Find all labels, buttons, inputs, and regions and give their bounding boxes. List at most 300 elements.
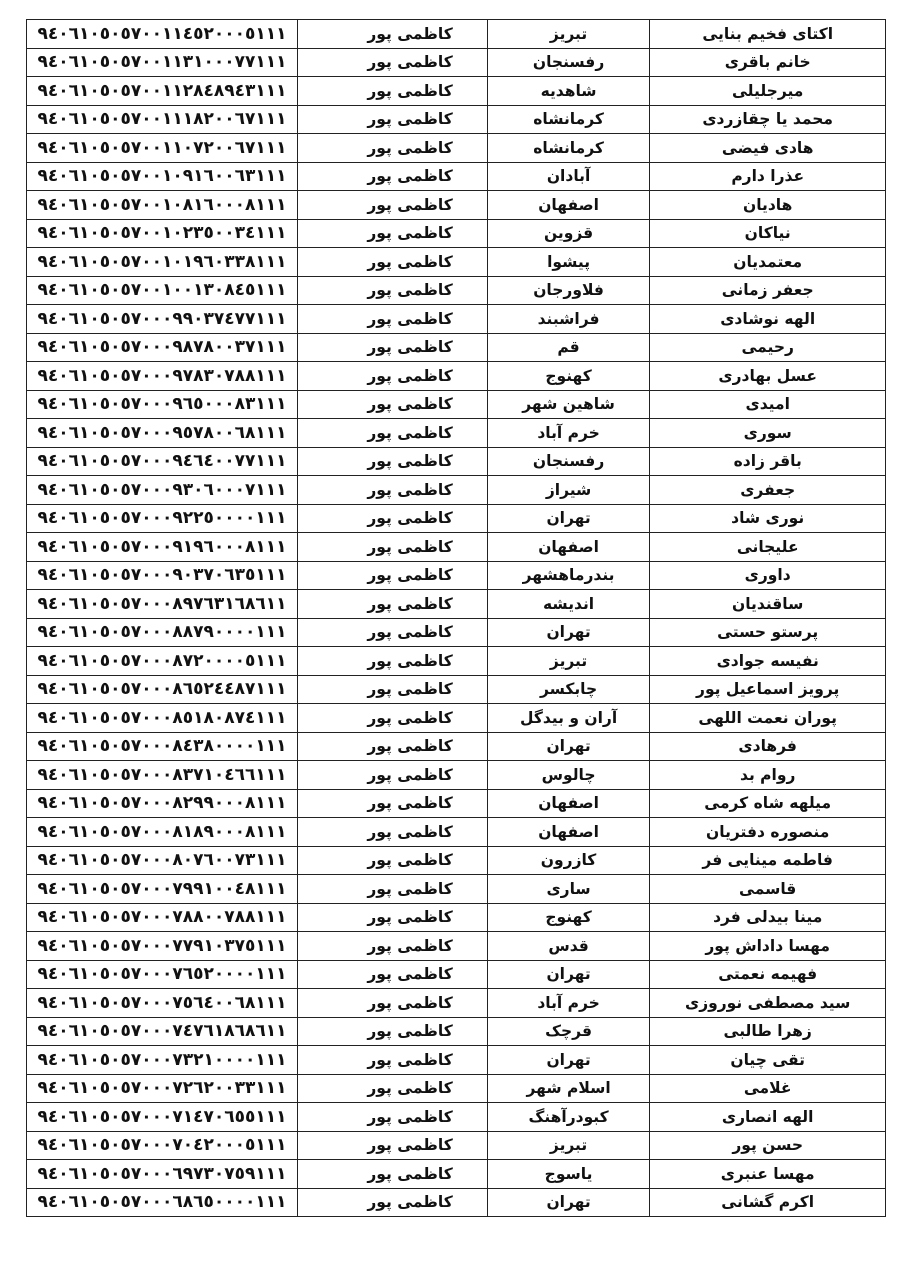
code-cell-text: ٩٤٠٦١٠٥٠٥٧٠٠٠٨٥١٨٠٨٧٤١١١ — [37, 707, 287, 728]
table-row — [27, 989, 886, 1018]
name-cell — [650, 818, 886, 847]
name-cell-text: فهیمه نعمتی — [718, 965, 818, 984]
name-cell — [650, 447, 886, 476]
surname-cell — [298, 590, 488, 619]
surname-cell-text: کاظمی پور — [367, 765, 453, 784]
table-row — [27, 704, 886, 733]
code-cell — [27, 504, 298, 533]
name-cell-text: هادی فیضی — [721, 138, 814, 157]
city-cell-text: تهران — [546, 965, 591, 984]
surname-cell — [298, 504, 488, 533]
city-cell-text: خرم آباد — [537, 993, 600, 1012]
code-cell-text: ٩٤٠٦١٠٥٠٥٧٠٠٠٩٢٢٥٠٠٠٠١١١ — [37, 508, 287, 529]
name-cell-text: ساقندیان — [732, 594, 804, 613]
city-cell-text: خرم آباد — [537, 423, 600, 442]
surname-cell-text: کاظمی پور — [367, 1136, 453, 1155]
name-cell-text: عذرا دارم — [731, 167, 805, 186]
code-cell — [27, 134, 298, 163]
name-cell-text: مینا بیدلی فرد — [713, 908, 823, 927]
code-cell-text: ٩٤٠٦١٠٥٠٥٧٠٠١٠٩١٦٠٠٦٣١١١ — [37, 166, 287, 187]
surname-cell — [298, 305, 488, 334]
table-row — [27, 419, 886, 448]
code-cell — [27, 989, 298, 1018]
code-cell — [27, 1188, 298, 1217]
surname-cell — [298, 134, 488, 163]
code-cell-text: ٩٤٠٦١٠٥٠٥٧٠٠٠٦٩٧٣٠٧٥٩١١١ — [37, 1163, 287, 1184]
city-cell-text: تهران — [546, 623, 591, 642]
city-cell — [487, 162, 650, 191]
table-row — [27, 105, 886, 134]
code-cell-text: ٩٤٠٦١٠٥٠٥٧٠٠٠٩١٩٦٠٠٠٨١١١ — [37, 536, 287, 557]
table-row — [27, 248, 886, 277]
code-cell — [27, 1160, 298, 1189]
city-cell — [487, 419, 650, 448]
surname-cell — [298, 989, 488, 1018]
code-cell-text: ٩٤٠٦١٠٥٠٥٧٠٠٠٧٨٨٠٠٧٨٨١١١ — [37, 907, 287, 928]
code-cell-text: ٩٤٠٦١٠٥٠٥٧٠٠١٠٠١٣٠٨٤٥١١١ — [37, 280, 287, 301]
code-cell-text: ٩٤٠٦١٠٥٠٥٧٠٠٠٨١٨٩٠٠٠٨١١١ — [37, 821, 287, 842]
surname-cell — [298, 1046, 488, 1075]
name-cell — [650, 1188, 886, 1217]
code-cell-text: ٩٤٠٦١٠٥٠٥٧٠٠٠٧٣٢١٠٠٠٠١١١ — [37, 1049, 287, 1070]
name-cell — [650, 504, 886, 533]
code-cell-text: ٩٤٠٦١٠٥٠٥٧٠٠٠٧٤٧٦١٨٦٨٦١١ — [37, 1021, 287, 1042]
name-cell-text: فاطمه مینایی فر — [702, 851, 833, 870]
table-row — [27, 875, 886, 904]
table-row — [27, 1103, 886, 1132]
name-cell-text: پرستو حستی — [717, 623, 819, 642]
code-cell — [27, 1103, 298, 1132]
surname-cell-text: کاظمی پور — [367, 965, 453, 984]
code-cell — [27, 1131, 298, 1160]
city-cell — [487, 903, 650, 932]
table-row — [27, 134, 886, 163]
city-cell-text: آران و بیدگل — [519, 708, 618, 727]
name-cell — [650, 1074, 886, 1103]
code-cell-text: ٩٤٠٦١٠٥٠٥٧٠٠١٠٨١٦٠٠٠٨١١١ — [37, 194, 287, 215]
city-cell-text: شیراز — [545, 480, 592, 499]
name-cell-text: پوران نعمت اللهی — [698, 708, 837, 727]
city-cell — [487, 362, 650, 391]
surname-cell — [298, 390, 488, 419]
surname-cell-text: کاظمی پور — [367, 1050, 453, 1069]
surname-cell — [298, 761, 488, 790]
name-cell — [650, 77, 886, 106]
surname-cell-text: کاظمی پور — [367, 252, 453, 271]
city-cell-text: فلاورجان — [533, 281, 604, 300]
table-row — [27, 504, 886, 533]
surname-cell-text: کاظمی پور — [367, 452, 453, 471]
surname-cell — [298, 20, 488, 49]
city-cell-text: چابکسر — [539, 680, 598, 699]
table-row — [27, 1160, 886, 1189]
code-cell — [27, 162, 298, 191]
table-row — [27, 305, 886, 334]
name-cell — [650, 932, 886, 961]
code-cell — [27, 419, 298, 448]
name-cell — [650, 162, 886, 191]
code-cell-text: ٩٤٠٦١٠٥٠٥٧٠٠٠٧٩٩١٠٠٤٨١١١ — [37, 878, 287, 899]
table-row — [27, 561, 886, 590]
surname-cell-text: کاظمی پور — [367, 1022, 453, 1041]
name-cell-text: منصوره دفتریان — [706, 822, 830, 841]
code-cell-text: ٩٤٠٦١٠٥٠٥٧٠٠٠٩٣٠٦٠٠٠٧١١١ — [37, 479, 287, 500]
code-cell-text: ٩٤٠٦١٠٥٠٥٧٠٠٠٦٨٦٥٠٠٠٠١١١ — [37, 1192, 287, 1213]
code-cell — [27, 932, 298, 961]
surname-cell — [298, 362, 488, 391]
code-cell — [27, 533, 298, 562]
city-cell — [487, 1131, 650, 1160]
code-cell-text: ٩٤٠٦١٠٥٠٥٧٠٠٠٨٩٧٦٣١٦٨٦١١ — [37, 593, 287, 614]
surname-cell-text: کاظمی پور — [367, 195, 453, 214]
surname-cell — [298, 162, 488, 191]
code-cell — [27, 191, 298, 220]
surname-cell — [298, 960, 488, 989]
name-cell-text: الهه انصاری — [721, 1107, 814, 1126]
name-cell — [650, 960, 886, 989]
code-cell-text: ٩٤٠٦١٠٥٠٥٧٠٠٠٩٤٦٤٠٠٧٧١١١ — [37, 451, 287, 472]
city-cell — [487, 77, 650, 106]
name-cell — [650, 989, 886, 1018]
code-cell — [27, 647, 298, 676]
city-cell-text: ساری — [546, 879, 591, 898]
name-cell-text: زهرا طالبی — [723, 1022, 812, 1041]
name-cell — [650, 248, 886, 277]
city-cell-text: قزوین — [543, 224, 594, 243]
name-cell — [650, 1017, 886, 1046]
code-cell — [27, 818, 298, 847]
name-cell-text: تقی چیان — [730, 1050, 805, 1069]
surname-cell-text: کاظمی پور — [367, 537, 453, 556]
name-cell-text: رحیمی — [741, 338, 794, 357]
city-cell-text: قم — [557, 338, 580, 357]
code-cell — [27, 20, 298, 49]
name-cell-text: روام بد — [739, 765, 796, 784]
city-cell-text: فراشبند — [537, 309, 600, 328]
surname-cell — [298, 903, 488, 932]
code-cell — [27, 675, 298, 704]
code-cell-text: ٩٤٠٦١٠٥٠٥٧٠٠٠٨٧٢٠٠٠٠٥١١١ — [37, 650, 287, 671]
code-cell — [27, 1046, 298, 1075]
code-cell-text: ٩٤٠٦١٠٥٠٥٧٠٠٠٧٦٥٢٠٠٠٠١١١ — [37, 964, 287, 985]
code-cell-text: ٩٤٠٦١٠٥٠٥٧٠٠٠٨٤٣٨٠٠٠٠١١١ — [37, 736, 287, 757]
code-cell — [27, 248, 298, 277]
name-cell-text: قاسمی — [739, 879, 797, 898]
city-cell — [487, 789, 650, 818]
surname-cell-text: کاظمی پور — [367, 1193, 453, 1212]
surname-cell — [298, 1074, 488, 1103]
city-cell — [487, 48, 650, 77]
surname-cell-text: کاظمی پور — [367, 993, 453, 1012]
code-cell — [27, 362, 298, 391]
name-cell-text: اکتای فخیم بنایی — [702, 24, 834, 43]
surname-cell-text: کاظمی پور — [367, 908, 453, 927]
code-cell — [27, 618, 298, 647]
surname-cell-text: کاظمی پور — [367, 138, 453, 157]
city-cell-text: تبریز — [549, 24, 588, 43]
name-cell-text: باقر زاده — [733, 452, 802, 471]
city-cell — [487, 732, 650, 761]
table-row — [27, 276, 886, 305]
surname-cell-text: کاظمی پور — [367, 1079, 453, 1098]
surname-cell — [298, 647, 488, 676]
code-cell-text: ٩٤٠٦١٠٥٠٥٧٠٠٠٧١٤٧٠٦٥٥١١١ — [37, 1106, 287, 1127]
name-cell-text: خانم باقری — [724, 53, 811, 72]
name-cell-text: میلهه شاه کرمی — [704, 794, 832, 813]
city-cell — [487, 875, 650, 904]
name-cell — [650, 1131, 886, 1160]
name-cell — [650, 1103, 886, 1132]
name-cell — [650, 362, 886, 391]
surname-cell-text: کاظمی پور — [367, 936, 453, 955]
city-cell — [487, 533, 650, 562]
table-row — [27, 20, 886, 49]
code-cell — [27, 761, 298, 790]
table-row — [27, 162, 886, 191]
code-cell-text: ٩٤٠٦١٠٥٠٥٧٠٠٠٨٣٧١٠٤٦٦١١١ — [37, 764, 287, 785]
surname-cell — [298, 789, 488, 818]
code-cell — [27, 1074, 298, 1103]
name-cell — [650, 305, 886, 334]
surname-cell-text: کاظمی پور — [367, 281, 453, 300]
city-cell-text: اصفهان — [538, 794, 599, 813]
surname-cell — [298, 932, 488, 961]
city-cell-text: شاهین شهر — [522, 395, 615, 414]
city-cell-text: تهران — [546, 737, 591, 756]
records-body — [27, 20, 886, 1217]
name-cell — [650, 1046, 886, 1075]
surname-cell-text: کاظمی پور — [367, 1107, 453, 1126]
city-cell — [487, 276, 650, 305]
name-cell — [650, 675, 886, 704]
city-cell-text: تهران — [546, 1193, 591, 1212]
table-row — [27, 960, 886, 989]
code-cell-text: ٩٤٠٦١٠٥٠٥٧٠٠٠٧٧٩١٠٣٧٥١١١ — [37, 935, 287, 956]
city-cell-text: اصفهان — [538, 537, 599, 556]
surname-cell-text: کاظمی پور — [367, 53, 453, 72]
city-cell — [487, 846, 650, 875]
city-cell-text: تهران — [546, 1050, 591, 1069]
name-cell — [650, 419, 886, 448]
code-cell — [27, 789, 298, 818]
surname-cell — [298, 618, 488, 647]
city-cell — [487, 504, 650, 533]
city-cell — [487, 1160, 650, 1189]
code-cell-text: ٩٤٠٦١٠٥٠٥٧٠٠٠٩٧٨٣٠٧٨٨١١١ — [37, 365, 287, 386]
name-cell — [650, 20, 886, 49]
table-row — [27, 647, 886, 676]
code-cell-text: ٩٤٠٦١٠٥٠٥٧٠٠١١٢٨٤٨٩٤٣١١١ — [37, 80, 287, 101]
code-cell-text: ٩٤٠٦١٠٥٠٥٧٠٠١٠١٩٦٠٣٣٨١١١ — [37, 251, 287, 272]
surname-cell-text: کاظمی پور — [367, 509, 453, 528]
name-cell-text: پرویز اسماعیل پور — [696, 680, 840, 699]
city-cell-text: اسلام شهر — [526, 1079, 611, 1098]
name-cell-text: علیجانی — [736, 537, 799, 556]
code-cell-text: ٩٤٠٦١٠٥٠٥٧٠٠٠٨٠٧٦٠٠٧٣١١١ — [37, 850, 287, 871]
code-cell — [27, 447, 298, 476]
code-cell — [27, 219, 298, 248]
surname-cell — [298, 1017, 488, 1046]
surname-cell-text: کاظمی پور — [367, 594, 453, 613]
code-cell-text: ٩٤٠٦١٠٥٠٥٧٠٠٠٨٢٩٩٠٠٠٨١١١ — [37, 793, 287, 814]
city-cell — [487, 191, 650, 220]
surname-cell — [298, 1188, 488, 1217]
table-row — [27, 818, 886, 847]
surname-cell — [298, 732, 488, 761]
surname-cell — [298, 77, 488, 106]
surname-cell — [298, 276, 488, 305]
code-cell-text: ٩٤٠٦١٠٥٠٥٧٠٠١١٤٥٢٠٠٠٥١١١ — [37, 23, 287, 44]
surname-cell-text: کاظمی پور — [367, 395, 453, 414]
code-cell — [27, 77, 298, 106]
city-cell-text: کرمانشاه — [533, 110, 604, 129]
name-cell — [650, 875, 886, 904]
city-cell-text: یاسوج — [544, 1164, 593, 1183]
name-cell-text: معتمدیان — [733, 252, 803, 271]
code-cell — [27, 590, 298, 619]
name-cell-text: الهه نوشادی — [720, 309, 816, 328]
code-cell-text: ٩٤٠٦١٠٥٠٥٧٠٠٠٨٦٥٢٤٤٨٧١١١ — [37, 679, 287, 700]
city-cell — [487, 1103, 650, 1132]
surname-cell-text: کاظمی پور — [367, 24, 453, 43]
city-cell-text: بندرماهشهر — [522, 566, 615, 585]
surname-cell-text: کاظمی پور — [367, 110, 453, 129]
city-cell-text: کرمانشاه — [533, 138, 604, 157]
city-cell — [487, 1017, 650, 1046]
name-cell — [650, 789, 886, 818]
name-cell-text: غلامی — [743, 1079, 792, 1098]
code-cell — [27, 846, 298, 875]
name-cell — [650, 647, 886, 676]
city-cell-text: قرچک — [545, 1022, 592, 1041]
code-cell-text: ٩٤٠٦١٠٥٠٥٧٠٠٠٩٠٣٧٠٦٣٥١١١ — [37, 565, 287, 586]
code-cell — [27, 903, 298, 932]
surname-cell-text: کاظمی پور — [367, 651, 453, 670]
name-cell-text: جعفری — [740, 480, 796, 499]
surname-cell — [298, 704, 488, 733]
code-cell — [27, 48, 298, 77]
table-row — [27, 1074, 886, 1103]
records-table — [26, 19, 886, 1217]
surname-cell — [298, 561, 488, 590]
city-cell — [487, 590, 650, 619]
name-cell — [650, 105, 886, 134]
code-cell-text: ٩٤٠٦١٠٥٠٥٧٠٠٠٩٥٧٨٠٠٦٨١١١ — [37, 422, 287, 443]
code-cell — [27, 1017, 298, 1046]
city-cell-text: آبادان — [546, 167, 591, 186]
surname-cell — [298, 248, 488, 277]
name-cell — [650, 704, 886, 733]
city-cell-text: تبریز — [549, 651, 588, 670]
city-cell — [487, 333, 650, 362]
city-cell — [487, 1188, 650, 1217]
city-cell-text: اندیشه — [543, 594, 595, 613]
city-cell — [487, 989, 650, 1018]
code-cell — [27, 704, 298, 733]
city-cell-text: رفسنجان — [532, 53, 605, 72]
surname-cell-text: کاظمی پور — [367, 1164, 453, 1183]
surname-cell — [298, 1103, 488, 1132]
name-cell-text: فرهادی — [738, 737, 797, 756]
table-row — [27, 903, 886, 932]
name-cell-text: سوری — [743, 423, 792, 442]
surname-cell-text: کاظمی پور — [367, 480, 453, 499]
table-row — [27, 932, 886, 961]
surname-cell-text: کاظمی پور — [367, 794, 453, 813]
surname-cell-text: کاظمی پور — [367, 338, 453, 357]
name-cell-text: حسن پور — [732, 1136, 804, 1155]
code-cell-text: ٩٤٠٦١٠٥٠٥٧٠٠١٠٢٣٥٠٠٣٤١١١ — [37, 223, 287, 244]
name-cell-text: اکرم گشانی — [721, 1193, 815, 1212]
name-cell-text: هادیان — [742, 195, 793, 214]
name-cell — [650, 618, 886, 647]
table-row — [27, 1131, 886, 1160]
surname-cell-text: کاظمی پور — [367, 81, 453, 100]
city-cell — [487, 134, 650, 163]
city-cell — [487, 561, 650, 590]
surname-cell-text: کاظمی پور — [367, 737, 453, 756]
code-cell — [27, 875, 298, 904]
code-cell — [27, 476, 298, 505]
name-cell-text: نیاکان — [744, 224, 791, 243]
code-cell-text: ٩٤٠٦١٠٥٠٥٧٠٠٠٧٥٦٤٠٠٦٨١١١ — [37, 992, 287, 1013]
surname-cell — [298, 875, 488, 904]
surname-cell-text: کاظمی پور — [367, 423, 453, 442]
surname-cell — [298, 533, 488, 562]
code-cell-text: ٩٤٠٦١٠٥٠٥٧٠٠٠٨٨٧٩٠٠٠٠١١١ — [37, 622, 287, 643]
surname-cell-text: کاظمی پور — [367, 309, 453, 328]
city-cell-text: شاهدیه — [540, 81, 597, 100]
city-cell — [487, 1074, 650, 1103]
city-cell — [487, 219, 650, 248]
name-cell — [650, 533, 886, 562]
table-row — [27, 48, 886, 77]
surname-cell — [298, 105, 488, 134]
code-cell-text: ٩٤٠٦١٠٥٠٥٧٠٠١١٣١٠٠٠٧٧١١١ — [37, 52, 287, 73]
code-cell — [27, 105, 298, 134]
name-cell-text: نوری شاد — [731, 509, 805, 528]
table-row — [27, 761, 886, 790]
name-cell — [650, 48, 886, 77]
name-cell — [650, 561, 886, 590]
code-cell — [27, 960, 298, 989]
surname-cell-text: کاظمی پور — [367, 879, 453, 898]
city-cell — [487, 675, 650, 704]
surname-cell-text: کاظمی پور — [367, 224, 453, 243]
code-cell-text: ٩٤٠٦١٠٥٠٥٧٠٠٠٩٦٥٠٠٠٨٣١١١ — [37, 394, 287, 415]
surname-cell — [298, 219, 488, 248]
surname-cell — [298, 1160, 488, 1189]
name-cell — [650, 191, 886, 220]
table-row — [27, 789, 886, 818]
surname-cell-text: کاظمی پور — [367, 167, 453, 186]
city-cell — [487, 960, 650, 989]
name-cell — [650, 333, 886, 362]
name-cell — [650, 276, 886, 305]
city-cell-text: پیشوا — [547, 252, 591, 271]
surname-cell — [298, 191, 488, 220]
surname-cell-text: کاظمی پور — [367, 851, 453, 870]
city-cell — [487, 305, 650, 334]
city-cell-text: کبودرآهنگ — [528, 1107, 609, 1126]
name-cell-text: داوری — [744, 566, 791, 585]
name-cell — [650, 761, 886, 790]
surname-cell-text: کاظمی پور — [367, 623, 453, 642]
table-row — [27, 77, 886, 106]
code-cell-text: ٩٤٠٦١٠٥٠٥٧٠٠٠٧٠٤٢٠٠٠٥١١١ — [37, 1135, 287, 1156]
name-cell-text: میرجلیلی — [731, 81, 804, 100]
city-cell — [487, 1046, 650, 1075]
